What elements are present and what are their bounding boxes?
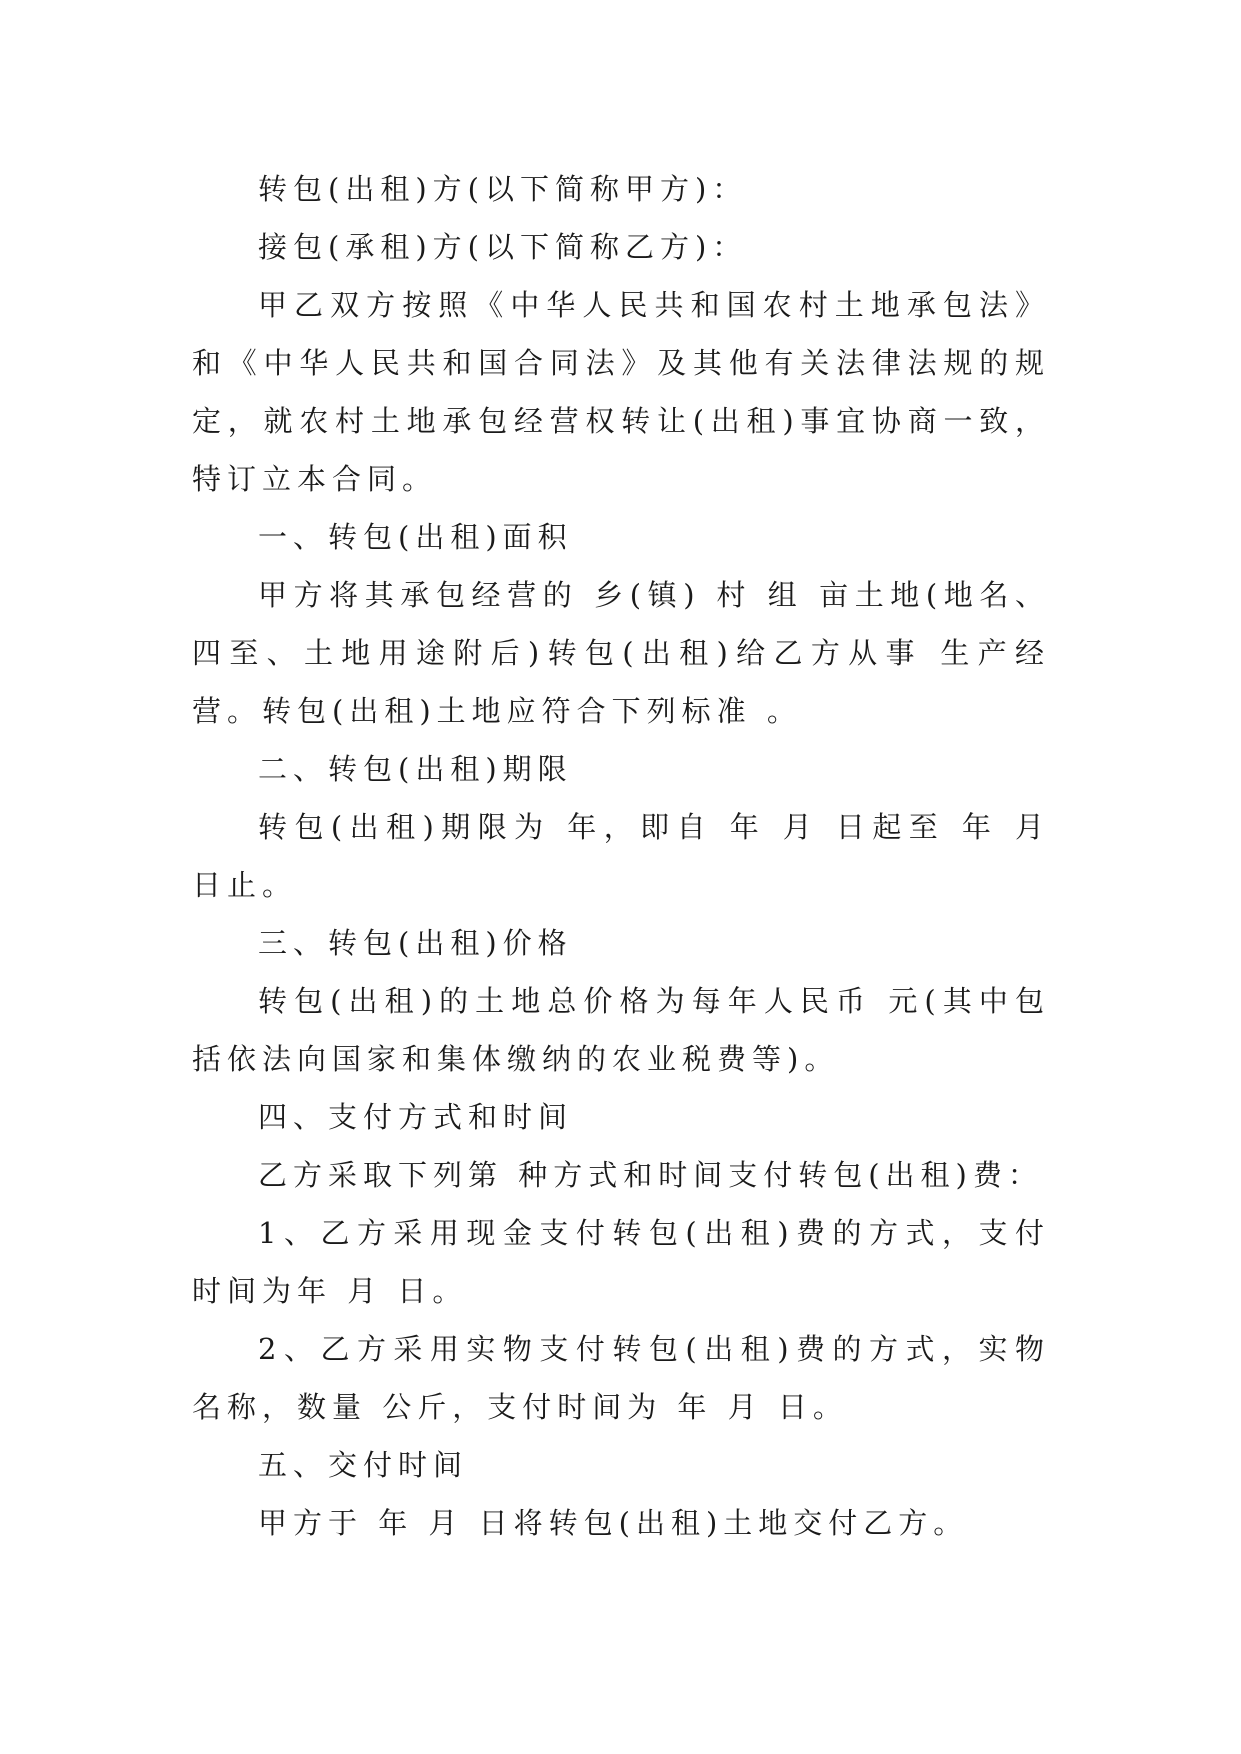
section-heading-term: 二、转包(出租)期限 [258,752,573,786]
paragraph-party-a: 转包(出租)方(以下简称甲方)： [258,172,748,206]
paragraph-payment-goods: 2、乙方采用实物支付转包(出租)费的方式，实物名称，数量 公斤，支付时间为 年 月 日。 [192,1332,1050,1424]
paragraph-price: 转包(出租)的土地总价格为每年人民币 元(其中包括依法向国家和集体缴纳的农业税费等)。 [192,984,1050,1076]
section-heading-area: 一、转包(出租)面积 [258,520,573,554]
paragraph-preamble: 甲乙双方按照《中华人民共和国农村土地承包法》和《中华人民共和国合同法》及其他有关法律法规的规定，就农村土地承包经营权转让(出租)事宜协商一致，特订立本合同。 [192,288,1050,496]
paragraph-payment-intro: 乙方采取下列第 种方式和时间支付转包(出租)费： [258,1158,1043,1192]
document-body [192,160,1050,1552]
paragraph-party-b: 接包(承租)方(以下简称乙方)： [258,230,748,264]
section-heading-price: 三、转包(出租)价格 [258,926,573,960]
paragraph-term: 转包(出租)期限为 年，即自 年 月 日起至 年 月 日止。 [192,810,1050,902]
paragraph-area: 甲方将其承包经营的 乡(镇) 村 组 亩土地(地名、四至、土地用途附后)转包(出租)给乙方从事 生产经营。转包(出租)土地应符合下列标准 。 [192,578,1050,728]
section-heading-payment: 四、支付方式和时间 [258,1100,574,1134]
paragraph-payment-cash: 1、乙方采用现金支付转包(出租)费的方式，支付时间为年 月 日。 [192,1216,1050,1308]
paragraph-delivery: 甲方于 年 月 日将转包(出租)土地交付乙方。 [258,1506,969,1540]
section-heading-delivery: 五、交付时间 [258,1448,469,1482]
